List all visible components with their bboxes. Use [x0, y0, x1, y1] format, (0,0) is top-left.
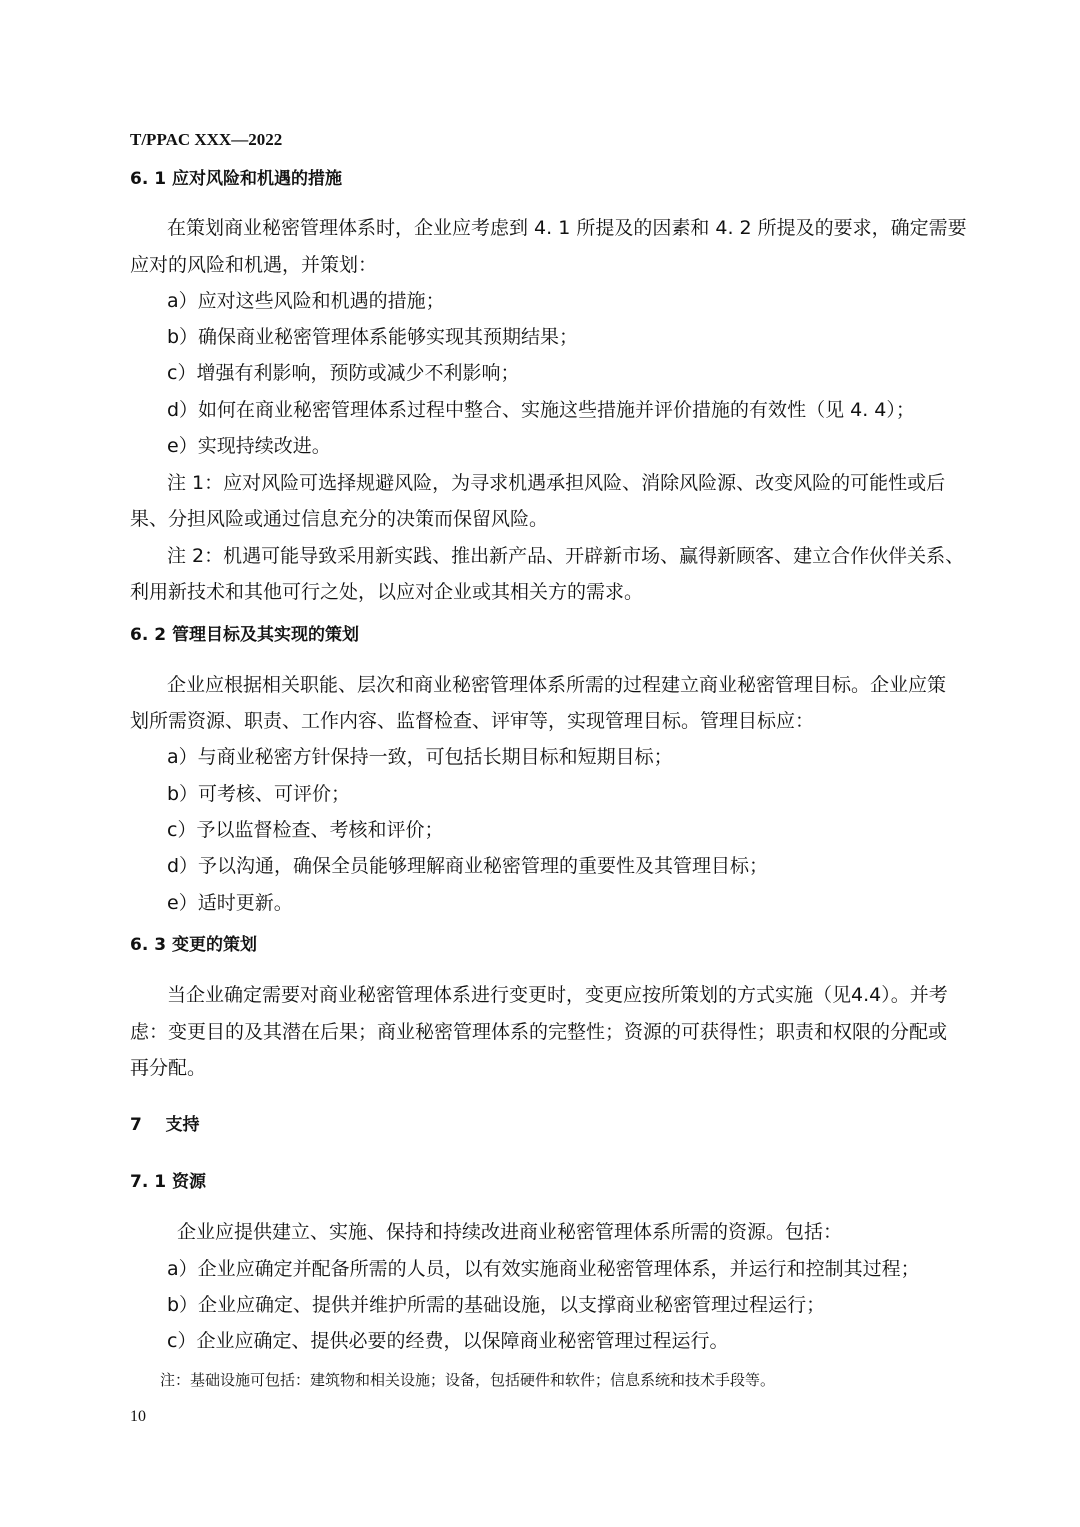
note-2-line2: 利用新技术和其他可行之处，以应对企业或其相关方的需求。 [130, 581, 644, 603]
section-6-2-intro-line1: 企业应根据相关职能、层次和商业秘密管理体系所需的过程建立商业秘密管理目标。企业应策 [167, 674, 947, 696]
list-item: d）如何在商业秘密管理体系过程中整合、实施这些措施并评价措施的有效性（见 4. 4）； [167, 399, 915, 421]
list-item: a）应对这些风险和机遇的措施； [167, 290, 445, 312]
list-item: b）确保商业秘密管理体系能够实现其预期结果； [167, 326, 579, 348]
list-item: d）予以沟通，确保全员能够理解商业秘密管理的重要性及其管理目标； [167, 855, 769, 877]
list-item: b）企业应确定、提供并维护所需的基础设施，以支撑商业秘密管理过程运行； [167, 1294, 826, 1316]
section-6-2-intro-line2: 划所需资源、职责、工作内容、监督检查、评审等，实现管理目标。管理目标应： [130, 710, 815, 732]
section-6-1-intro-line2: 应对的风险和机遇，并策划： [130, 254, 378, 276]
list-item: c）予以监督检查、考核和评价； [167, 819, 444, 841]
section-6-3-title: 6. 3 变更的策划 [130, 935, 257, 955]
section-6-1-title: 6. 1 应对风险和机遇的措施 [130, 169, 342, 189]
section-6-1-intro-line1: 在策划商业秘密管理体系时，企业应考虑到 4. 1 所提及的因素和 4. 2 所提及的要求，确定需要 [167, 217, 967, 239]
list-item: b）可考核、可评价； [167, 783, 351, 805]
section-6-3-line3: 再分配。 [130, 1057, 207, 1079]
section-7-title: 7 支持 [130, 1115, 200, 1135]
section-6-3-line1: 当企业确定需要对商业秘密管理体系进行变更时，变更应按所策划的方式实施（见4.4）。并考 [167, 984, 948, 1006]
list-item: a）与商业秘密方针保持一致，可包括长期目标和短期目标； [167, 746, 673, 768]
section-7-1-note: 注：基础设施可包括：建筑物和相关设施；设备，包括硬件和软件；信息系统和技术手段等。 [160, 1371, 776, 1389]
list-item: e）实现持续改进。 [167, 435, 331, 457]
list-item: c）增强有利影响，预防或减少不利影响； [167, 362, 520, 384]
section-7-1-title: 7. 1 资源 [130, 1172, 206, 1192]
section-6-2-title: 6. 2 管理目标及其实现的策划 [130, 625, 359, 645]
standard-code: T/PPAC XXX—2022 [130, 130, 283, 149]
note-1-line1: 注 1：应对风险可选择规避风险，为寻求机遇承担风险、消除风险源、改变风险的可能性或后 [167, 472, 946, 494]
list-item: c）企业应确定、提供必要的经费，以保障商业秘密管理过程运行。 [167, 1330, 729, 1352]
page-number: 10 [130, 1408, 146, 1425]
note-2-line1: 注 2：机遇可能导致采用新实践、推出新产品、开辟新市场、赢得新顾客、建立合作伙伴关系、 [167, 545, 965, 567]
section-7-1-intro: 企业应提供建立、实施、保持和持续改进商业秘密管理体系所需的资源。包括： [177, 1221, 843, 1243]
list-item: a）企业应确定并配备所需的人员，以有效实施商业秘密管理体系，并运行和控制其过程； [167, 1258, 920, 1280]
note-1-line2: 果、分担风险或通过信息充分的决策而保留风险。 [130, 508, 549, 530]
section-6-3-line2: 虑：变更目的及其潜在后果；商业秘密管理体系的完整性；资源的可获得性；职责和权限的分配或 [130, 1021, 948, 1043]
list-item: e）适时更新。 [167, 892, 293, 914]
